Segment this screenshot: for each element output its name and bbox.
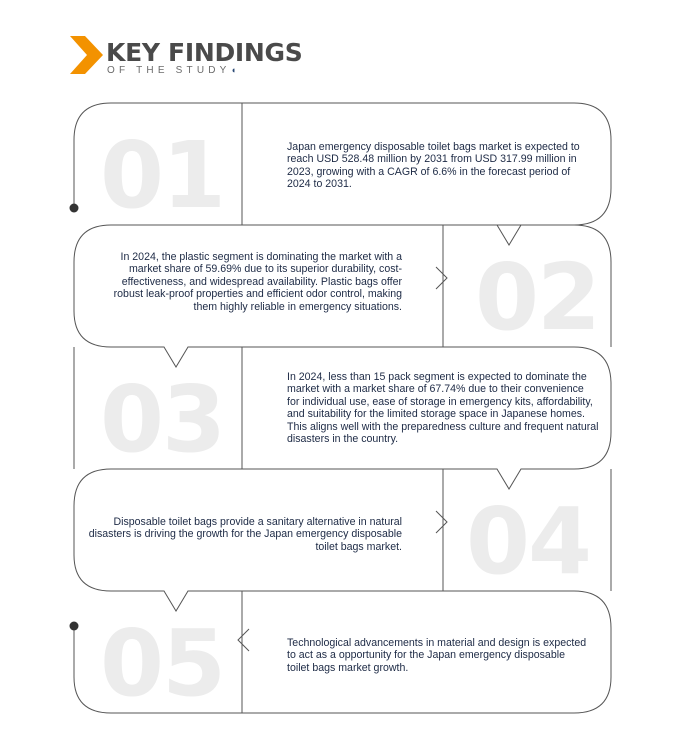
page-subtitle: OF THE STUDY◖	[107, 65, 236, 76]
finding-text-04: Disposable toilet bags provide a sanitary alternative in natural disasters is driving the growth for the Japan emergency disposable toilet bags market.	[88, 516, 402, 553]
moon-icon: ◖	[230, 65, 236, 75]
finding-number-03: 03	[100, 366, 225, 473]
finding-number-05: 05	[100, 610, 225, 717]
finding-number-01: 01	[100, 122, 225, 229]
finding-number-02: 02	[475, 244, 600, 351]
finding-number-04: 04	[466, 488, 591, 595]
finding-text-05: Technological advancements in material and design is expected to act as a opportunity for the Japan emergency disposable toilet bags market growth.	[287, 637, 587, 674]
finding-text-02: In 2024, the plastic segment is dominating the market with a market share of 59.69% due to its superior durability, cost-effectiveness, and widespread availability. Plastic bags offer robust leak-proof properties and efficient odor control, making them highly reliable in emergency situations.	[113, 251, 402, 313]
page-title: KEY FINDINGS	[106, 38, 303, 67]
timeline-dot-end	[70, 622, 79, 631]
finding-text-03: In 2024, less than 15 pack segment is expected to dominate the market with a market share of 67.74% due to their convenience for individual use, ease of storage in emergency kits, affordability, and suitability for the limited storage space in Japanese homes. This aligns well with the preparedness culture and frequent natural disasters in the country.	[287, 371, 599, 446]
timeline-dot-start	[70, 204, 79, 213]
finding-text-01: Japan emergency disposable toilet bags market is expected to reach USD 528.48 million by 2031 from USD 317.99 million in 2023, growing with a CAGR of 6.6% in the forecast period of 2024 to 2031.	[287, 141, 580, 191]
